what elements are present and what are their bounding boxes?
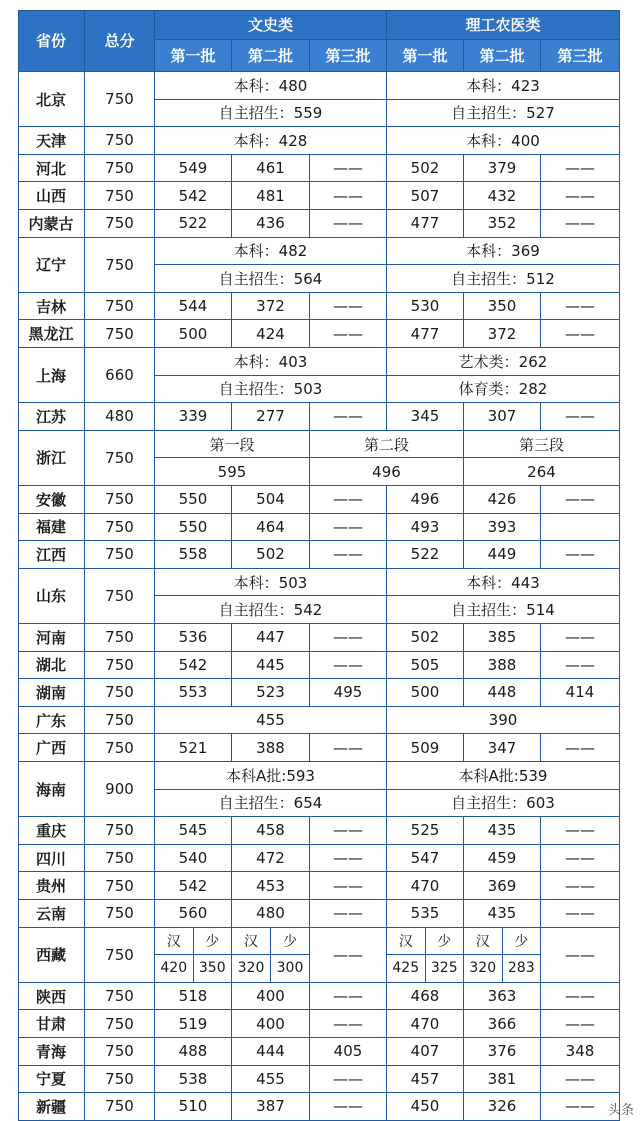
arts-score-cell: ——: [310, 403, 387, 431]
arts-score-cell: 自主招生：564: [155, 265, 387, 293]
sci-score-cell: 522: [387, 541, 464, 569]
total-score-cell: 900: [85, 762, 155, 817]
total-score-cell: 750: [85, 1066, 155, 1094]
zhejiang-segment-label: 第三段: [464, 431, 620, 459]
sci-score-cell: 509: [387, 734, 464, 762]
sci-score-cell: 388: [464, 652, 541, 680]
arts-score-cell: 481: [232, 182, 310, 210]
sci-score-cell: 496: [387, 486, 464, 514]
arts-score-cell: 453: [232, 872, 310, 900]
sci-score-cell: 379: [464, 155, 541, 183]
sci-score-cell: 352: [464, 210, 541, 238]
arts-score-cell: ——: [310, 983, 387, 1011]
arts-score-cell: 350: [194, 955, 233, 983]
sci-score-cell: 448: [464, 679, 541, 707]
arts-score-cell: 424: [232, 320, 310, 348]
arts-score-cell: 464: [232, 514, 310, 542]
arts-score-cell: ——: [310, 155, 387, 183]
arts-score-cell: 558: [155, 541, 232, 569]
sci-score-cell: ——: [541, 486, 620, 514]
arts-score-cell: 455: [232, 1066, 310, 1094]
sci-score-cell: 376: [464, 1038, 541, 1066]
header-arts: 文史类: [155, 10, 387, 40]
arts-score-cell: 455: [155, 707, 387, 735]
sci-score-cell: 425: [387, 955, 426, 983]
total-score-cell: 750: [85, 210, 155, 238]
arts-score-cell: ——: [310, 928, 387, 983]
sci-score-cell: 530: [387, 293, 464, 321]
tibet-group-label: 汉: [232, 928, 271, 956]
arts-score-cell: 545: [155, 817, 232, 845]
province-cell: 辽宁: [18, 238, 85, 293]
province-cell: 吉林: [18, 293, 85, 321]
province-cell: 陕西: [18, 983, 85, 1011]
tibet-group-label: 少: [271, 928, 310, 956]
sci-score-cell: ——: [541, 928, 620, 983]
arts-score-cell: 445: [232, 652, 310, 680]
arts-score-cell: ——: [310, 1010, 387, 1038]
province-cell: 安徽: [18, 486, 85, 514]
arts-score-cell: 550: [155, 486, 232, 514]
arts-score-cell: 480: [232, 900, 310, 928]
arts-score-cell: 405: [310, 1038, 387, 1066]
sci-score-cell: 283: [503, 955, 542, 983]
arts-score-cell: 447: [232, 624, 310, 652]
sci-score-cell: 449: [464, 541, 541, 569]
total-score-cell: 750: [85, 320, 155, 348]
tibet-group-label: 少: [426, 928, 465, 956]
province-cell: 江西: [18, 541, 85, 569]
province-cell: 湖南: [18, 679, 85, 707]
sci-score-cell: 本科：443: [387, 569, 620, 597]
arts-score-cell: 本科：503: [155, 569, 387, 597]
sci-score-cell: 350: [464, 293, 541, 321]
arts-score-cell: ——: [310, 486, 387, 514]
sci-score-cell: ——: [541, 734, 620, 762]
sci-score-cell: ——: [541, 1093, 620, 1121]
province-cell: 黑龙江: [18, 320, 85, 348]
total-score-cell: 750: [85, 541, 155, 569]
sci-score-cell: 500: [387, 679, 464, 707]
watermark: 头条: [607, 1103, 634, 1118]
province-cell: 四川: [18, 845, 85, 873]
sci-score-cell: ——: [541, 403, 620, 431]
province-cell: 上海: [18, 348, 85, 403]
total-score-cell: 750: [85, 514, 155, 542]
total-score-cell: 750: [85, 817, 155, 845]
arts-score-cell: ——: [310, 1093, 387, 1121]
sci-score-cell: 414: [541, 679, 620, 707]
province-cell: 青海: [18, 1038, 85, 1066]
sci-score-cell: 本科：423: [387, 72, 620, 100]
total-score-cell: 750: [85, 900, 155, 928]
province-cell: 贵州: [18, 872, 85, 900]
header-sci-b1: 第一批: [387, 40, 464, 72]
arts-score-cell: 本科：403: [155, 348, 387, 376]
arts-score-cell: 504: [232, 486, 310, 514]
sci-score-cell: 502: [387, 155, 464, 183]
sci-score-cell: ——: [541, 210, 620, 238]
total-score-cell: 750: [85, 238, 155, 293]
arts-score-cell: 自主招生：559: [155, 100, 387, 128]
header-province: 省份: [18, 10, 85, 72]
sci-score-cell: 381: [464, 1066, 541, 1094]
province-cell: 山东: [18, 569, 85, 624]
arts-score-cell: 本科：480: [155, 72, 387, 100]
sci-score-cell: 507: [387, 182, 464, 210]
sci-score-cell: 自主招生：512: [387, 265, 620, 293]
sci-score-cell: 470: [387, 1010, 464, 1038]
zhejiang-segment-score: 264: [464, 458, 620, 486]
arts-score-cell: 400: [232, 1010, 310, 1038]
total-score-cell: 750: [85, 734, 155, 762]
arts-score-cell: 自主招生：654: [155, 790, 387, 818]
total-score-cell: 750: [85, 569, 155, 624]
tibet-group-label: 汉: [155, 928, 194, 956]
sci-score-cell: ——: [541, 1066, 620, 1094]
arts-score-cell: 502: [232, 541, 310, 569]
sci-score-cell: ——: [541, 872, 620, 900]
total-score-cell: 750: [85, 182, 155, 210]
arts-score-cell: 458: [232, 817, 310, 845]
arts-score-cell: ——: [310, 652, 387, 680]
province-cell: 北京: [18, 72, 85, 127]
arts-score-cell: ——: [310, 1066, 387, 1094]
total-score-cell: 750: [85, 155, 155, 183]
arts-score-cell: 436: [232, 210, 310, 238]
sci-score-cell: 493: [387, 514, 464, 542]
province-cell: 西藏: [18, 928, 85, 983]
header-arts-b2: 第二批: [232, 40, 310, 72]
total-score-cell: 750: [85, 486, 155, 514]
province-cell: 重庆: [18, 817, 85, 845]
arts-score-cell: 521: [155, 734, 232, 762]
sci-score-cell: 477: [387, 320, 464, 348]
arts-score-cell: 500: [155, 320, 232, 348]
arts-score-cell: 550: [155, 514, 232, 542]
header-arts-b3: 第三批: [310, 40, 387, 72]
arts-score-cell: ——: [310, 182, 387, 210]
arts-score-cell: ——: [310, 320, 387, 348]
total-score-cell: 750: [85, 707, 155, 735]
arts-score-cell: ——: [310, 514, 387, 542]
total-score-cell: 750: [85, 652, 155, 680]
total-score-cell: 750: [85, 624, 155, 652]
total-score-cell: 750: [85, 1093, 155, 1121]
arts-score-cell: 420: [155, 955, 194, 983]
header-sci-b3: 第三批: [541, 40, 620, 72]
sci-score-cell: ——: [541, 845, 620, 873]
sci-score-cell: 407: [387, 1038, 464, 1066]
arts-score-cell: 320: [232, 955, 271, 983]
sci-score-cell: ——: [541, 900, 620, 928]
province-cell: 内蒙古: [18, 210, 85, 238]
province-cell: 天津: [18, 127, 85, 155]
sci-score-cell: 本科：369: [387, 238, 620, 266]
province-cell: 广西: [18, 734, 85, 762]
arts-score-cell: 510: [155, 1093, 232, 1121]
sci-score-cell: ——: [541, 320, 620, 348]
sci-score-cell: 326: [464, 1093, 541, 1121]
arts-score-cell: 300: [271, 955, 310, 983]
arts-score-cell: 444: [232, 1038, 310, 1066]
province-cell: 河北: [18, 155, 85, 183]
total-score-cell: 750: [85, 431, 155, 486]
header-sci-b2: 第二批: [464, 40, 541, 72]
sci-score-cell: 390: [387, 707, 620, 735]
sci-score-cell: 459: [464, 845, 541, 873]
header-total: 总分: [85, 10, 155, 72]
arts-score-cell: ——: [310, 293, 387, 321]
sci-score-cell: ——: [541, 624, 620, 652]
arts-score-cell: ——: [310, 541, 387, 569]
arts-score-cell: 519: [155, 1010, 232, 1038]
sci-score-cell: 自主招生：603: [387, 790, 620, 818]
sci-score-cell: ——: [541, 293, 620, 321]
arts-score-cell: 本科：428: [155, 127, 387, 155]
arts-score-cell: 472: [232, 845, 310, 873]
sci-score-cell: 505: [387, 652, 464, 680]
sci-score-cell: 435: [464, 817, 541, 845]
sci-score-cell: 477: [387, 210, 464, 238]
sci-score-cell: 320: [464, 955, 503, 983]
sci-score-cell: 345: [387, 403, 464, 431]
sci-score-cell: ——: [541, 817, 620, 845]
sci-score-cell: 535: [387, 900, 464, 928]
sci-score-cell: 369: [464, 872, 541, 900]
arts-score-cell: 542: [155, 182, 232, 210]
total-score-cell: 750: [85, 845, 155, 873]
sci-score-cell: 325: [426, 955, 465, 983]
sci-score-cell: ——: [541, 155, 620, 183]
sci-score-cell: 525: [387, 817, 464, 845]
sci-score-cell: 自主招生：527: [387, 100, 620, 128]
province-cell: 宁夏: [18, 1066, 85, 1094]
arts-score-cell: ——: [310, 210, 387, 238]
sci-score-cell: 366: [464, 1010, 541, 1038]
arts-score-cell: 488: [155, 1038, 232, 1066]
tibet-group-label: 汉: [464, 928, 503, 956]
arts-score-cell: 560: [155, 900, 232, 928]
sci-score-cell: 547: [387, 845, 464, 873]
total-score-cell: 750: [85, 293, 155, 321]
arts-score-cell: ——: [310, 872, 387, 900]
total-score-cell: 750: [85, 72, 155, 127]
sci-score-cell: 468: [387, 983, 464, 1011]
total-score-cell: 750: [85, 983, 155, 1011]
arts-score-cell: 518: [155, 983, 232, 1011]
total-score-cell: 750: [85, 1038, 155, 1066]
arts-score-cell: 372: [232, 293, 310, 321]
province-cell: 湖北: [18, 652, 85, 680]
sci-score-cell: 450: [387, 1093, 464, 1121]
total-score-cell: 660: [85, 348, 155, 403]
arts-score-cell: 自主招生：503: [155, 376, 387, 404]
arts-score-cell: ——: [310, 900, 387, 928]
arts-score-cell: ——: [310, 624, 387, 652]
tibet-group-label: 少: [194, 928, 233, 956]
sci-score-cell: ——: [541, 983, 620, 1011]
arts-score-cell: 本科：482: [155, 238, 387, 266]
sci-score-cell: 435: [464, 900, 541, 928]
header-arts-b1: 第一批: [155, 40, 232, 72]
sci-score-cell: 502: [387, 624, 464, 652]
sci-score-cell: 457: [387, 1066, 464, 1094]
arts-score-cell: 387: [232, 1093, 310, 1121]
arts-score-cell: 549: [155, 155, 232, 183]
total-score-cell: 750: [85, 928, 155, 983]
total-score-cell: 750: [85, 679, 155, 707]
province-cell: 甘肃: [18, 1010, 85, 1038]
province-cell: 广东: [18, 707, 85, 735]
arts-score-cell: 540: [155, 845, 232, 873]
zhejiang-segment-score: 595: [155, 458, 310, 486]
arts-score-cell: 339: [155, 403, 232, 431]
province-cell: 山西: [18, 182, 85, 210]
header-sci: 理工农医类: [387, 10, 620, 40]
total-score-cell: 750: [85, 872, 155, 900]
total-score-cell: 480: [85, 403, 155, 431]
sci-score-cell: 348: [541, 1038, 620, 1066]
arts-score-cell: 461: [232, 155, 310, 183]
tibet-group-label: 汉: [387, 928, 426, 956]
sci-score-cell: 体育类：282: [387, 376, 620, 404]
sci-score-cell: 本科A批:539: [387, 762, 620, 790]
sci-score-cell: ——: [541, 182, 620, 210]
arts-score-cell: 544: [155, 293, 232, 321]
sci-score-cell: 393: [464, 514, 541, 542]
sci-score-cell: 307: [464, 403, 541, 431]
province-cell: 云南: [18, 900, 85, 928]
arts-score-cell: 388: [232, 734, 310, 762]
province-cell: 河南: [18, 624, 85, 652]
province-cell: 福建: [18, 514, 85, 542]
arts-score-cell: 本科A批:593: [155, 762, 387, 790]
arts-score-cell: ——: [310, 845, 387, 873]
arts-score-cell: 400: [232, 983, 310, 1011]
sci-score-cell: ——: [541, 652, 620, 680]
arts-score-cell: 553: [155, 679, 232, 707]
sci-score-cell: 432: [464, 182, 541, 210]
sci-score-cell: 本科：400: [387, 127, 620, 155]
province-cell: 江苏: [18, 403, 85, 431]
zhejiang-segment-score: 496: [310, 458, 464, 486]
arts-score-cell: 523: [232, 679, 310, 707]
arts-score-cell: 536: [155, 624, 232, 652]
total-score-cell: 750: [85, 127, 155, 155]
province-cell: 海南: [18, 762, 85, 817]
sci-score-cell: 372: [464, 320, 541, 348]
arts-score-cell: ——: [310, 817, 387, 845]
sci-score-cell: 385: [464, 624, 541, 652]
province-cell: 浙江: [18, 431, 85, 486]
province-cell: 新疆: [18, 1093, 85, 1121]
sci-score-cell: 艺术类：262: [387, 348, 620, 376]
sci-score-cell: 470: [387, 872, 464, 900]
sci-score-cell: 自主招生：514: [387, 596, 620, 624]
arts-score-cell: 277: [232, 403, 310, 431]
arts-score-cell: 542: [155, 872, 232, 900]
arts-score-cell: ——: [310, 734, 387, 762]
arts-score-cell: 542: [155, 652, 232, 680]
sci-score-cell: 363: [464, 983, 541, 1011]
zhejiang-segment-label: 第一段: [155, 431, 310, 459]
zhejiang-segment-label: 第二段: [310, 431, 464, 459]
sci-score-cell: [541, 514, 620, 542]
arts-score-cell: 自主招生：542: [155, 596, 387, 624]
sci-score-cell: 426: [464, 486, 541, 514]
sci-score-cell: 347: [464, 734, 541, 762]
arts-score-cell: 522: [155, 210, 232, 238]
tibet-group-label: 少: [503, 928, 542, 956]
arts-score-cell: 538: [155, 1066, 232, 1094]
total-score-cell: 750: [85, 1010, 155, 1038]
arts-score-cell: 495: [310, 679, 387, 707]
sci-score-cell: ——: [541, 541, 620, 569]
sci-score-cell: ——: [541, 1010, 620, 1038]
